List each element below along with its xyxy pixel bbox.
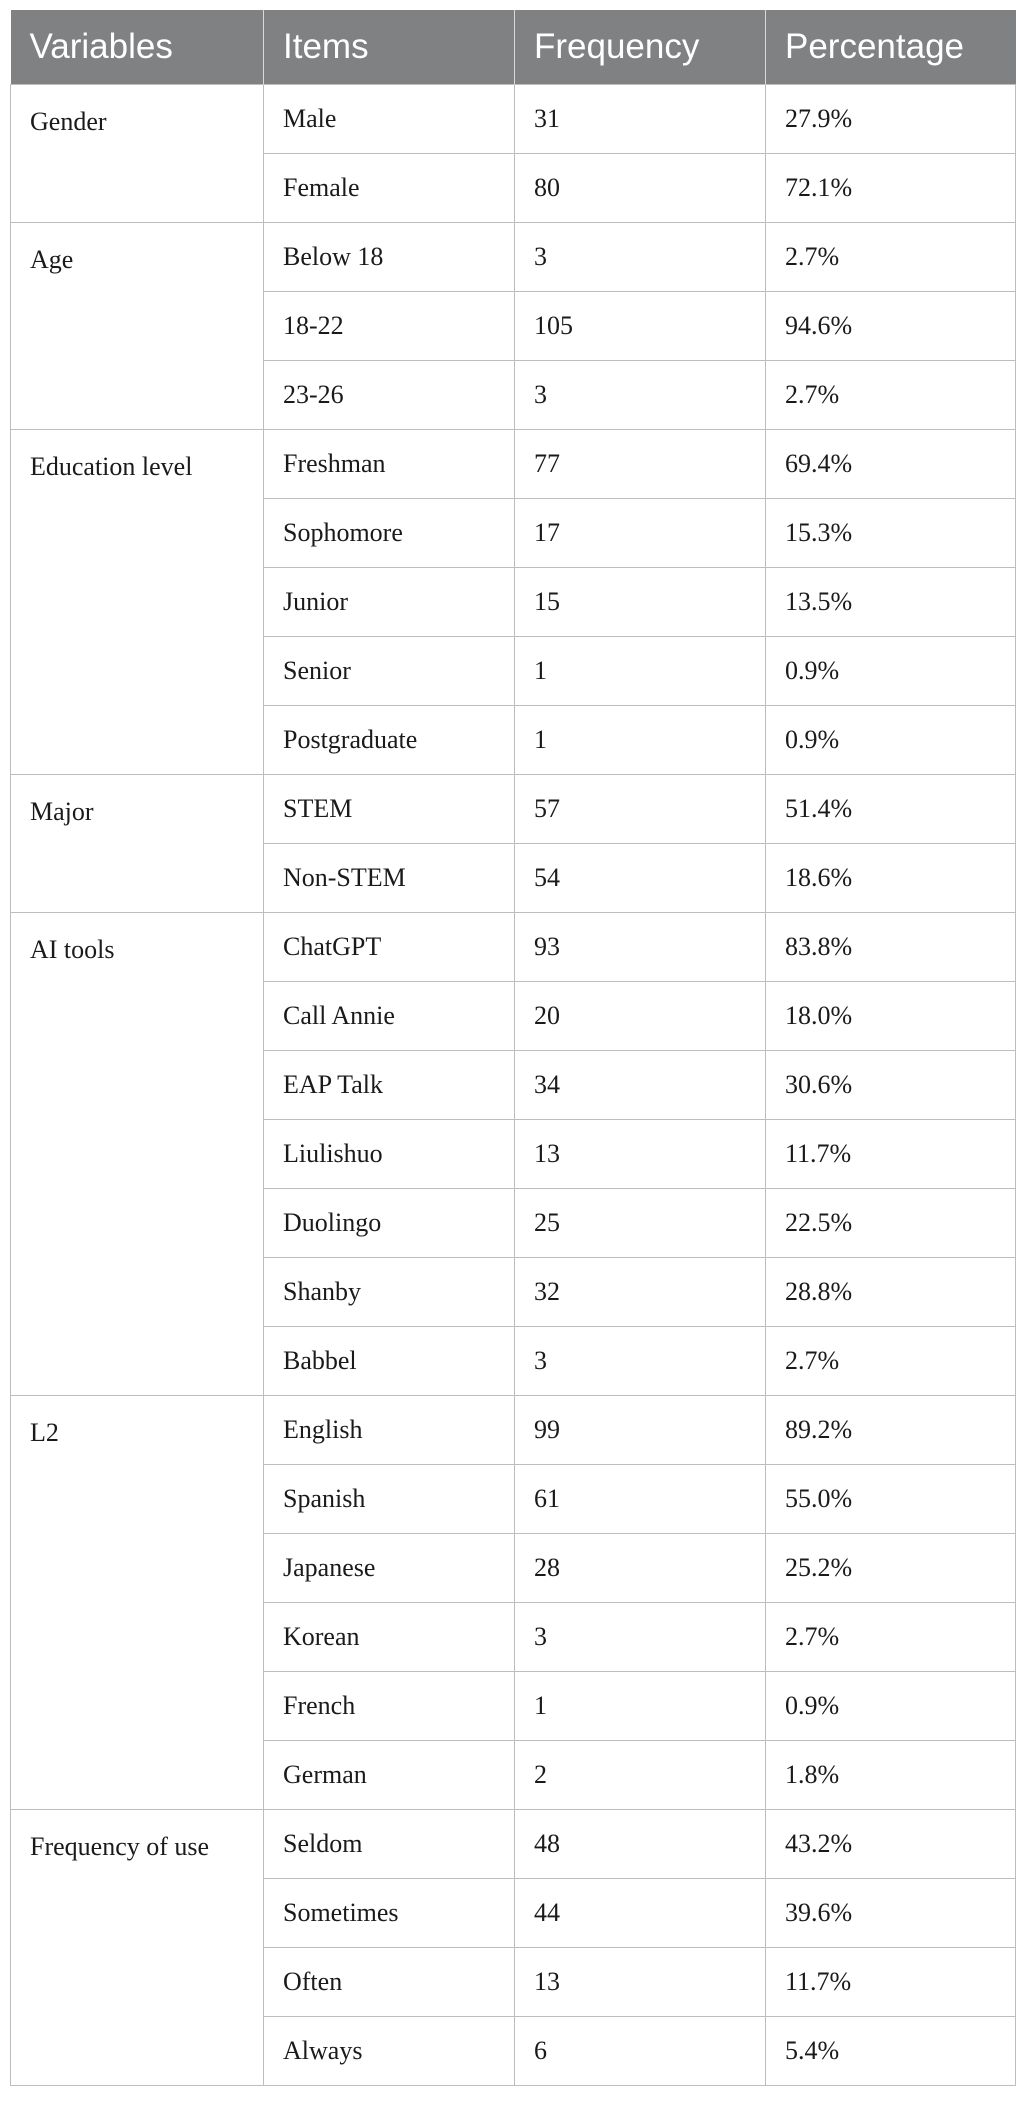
percentage-cell: 5.4% xyxy=(766,2016,1016,2085)
frequency-cell: 32 xyxy=(515,1257,766,1326)
frequency-cell: 1 xyxy=(515,636,766,705)
table-row xyxy=(11,1809,1016,1878)
item-cell: Non-STEM xyxy=(264,843,515,912)
frequency-cell: 3 xyxy=(515,1326,766,1395)
item-cell: 18-22 xyxy=(264,291,515,360)
item-cell: ChatGPT xyxy=(264,912,515,981)
item-cell: Shanby xyxy=(264,1257,515,1326)
frequency-cell: 44 xyxy=(515,1878,766,1947)
percentage-cell: 2.7% xyxy=(766,1602,1016,1671)
percentage-cell: 72.1% xyxy=(766,153,1016,222)
percentage-cell: 25.2% xyxy=(766,1533,1016,1602)
frequency-cell: 13 xyxy=(515,1947,766,2016)
variable-cell: Gender xyxy=(11,84,264,222)
percentage-cell: 11.7% xyxy=(766,1119,1016,1188)
frequency-cell: 3 xyxy=(515,1602,766,1671)
frequency-cell: 93 xyxy=(515,912,766,981)
percentage-cell: 13.5% xyxy=(766,567,1016,636)
frequency-cell: 15 xyxy=(515,567,766,636)
variable-cell: Frequency of use xyxy=(11,1809,264,2085)
item-cell: EAP Talk xyxy=(264,1050,515,1119)
percentage-cell: 55.0% xyxy=(766,1464,1016,1533)
percentage-cell: 15.3% xyxy=(766,498,1016,567)
frequency-cell: 17 xyxy=(515,498,766,567)
item-cell: Freshman xyxy=(264,429,515,498)
item-cell: Spanish xyxy=(264,1464,515,1533)
percentage-cell: 30.6% xyxy=(766,1050,1016,1119)
percentage-cell: 43.2% xyxy=(766,1809,1016,1878)
frequency-cell: 2 xyxy=(515,1740,766,1809)
header-items: Items xyxy=(264,10,515,84)
frequency-cell: 6 xyxy=(515,2016,766,2085)
header-variables: Variables xyxy=(11,10,264,84)
item-cell: French xyxy=(264,1671,515,1740)
frequency-cell: 48 xyxy=(515,1809,766,1878)
item-cell: Always xyxy=(264,2016,515,2085)
frequency-cell: 57 xyxy=(515,774,766,843)
item-cell: Liulishuo xyxy=(264,1119,515,1188)
percentage-cell: 2.7% xyxy=(766,1326,1016,1395)
frequency-cell: 105 xyxy=(515,291,766,360)
percentage-cell: 39.6% xyxy=(766,1878,1016,1947)
header-percentage: Percentage xyxy=(766,10,1016,84)
item-cell: Call Annie xyxy=(264,981,515,1050)
table-row xyxy=(11,84,1016,153)
frequency-cell: 77 xyxy=(515,429,766,498)
item-cell: 23-26 xyxy=(264,360,515,429)
frequency-cell: 25 xyxy=(515,1188,766,1257)
item-cell: English xyxy=(264,1395,515,1464)
frequency-cell: 34 xyxy=(515,1050,766,1119)
item-cell: Female xyxy=(264,153,515,222)
item-cell: Seldom xyxy=(264,1809,515,1878)
item-cell: Sophomore xyxy=(264,498,515,567)
frequency-cell: 20 xyxy=(515,981,766,1050)
percentage-cell: 0.9% xyxy=(766,705,1016,774)
percentage-cell: 11.7% xyxy=(766,1947,1016,2016)
frequency-cell: 3 xyxy=(515,222,766,291)
header-frequency: Frequency xyxy=(515,10,766,84)
table-row xyxy=(11,912,1016,981)
item-cell: Male xyxy=(264,84,515,153)
frequency-cell: 31 xyxy=(515,84,766,153)
percentage-cell: 22.5% xyxy=(766,1188,1016,1257)
item-cell: Babbel xyxy=(264,1326,515,1395)
header-row xyxy=(11,10,1016,84)
frequency-cell: 3 xyxy=(515,360,766,429)
frequency-cell: 28 xyxy=(515,1533,766,1602)
percentage-cell: 27.9% xyxy=(766,84,1016,153)
item-cell: Japanese xyxy=(264,1533,515,1602)
table-row xyxy=(11,774,1016,843)
item-cell: Senior xyxy=(264,636,515,705)
table-header xyxy=(11,10,1016,84)
frequency-cell: 80 xyxy=(515,153,766,222)
percentage-cell: 69.4% xyxy=(766,429,1016,498)
item-cell: Korean xyxy=(264,1602,515,1671)
item-cell: STEM xyxy=(264,774,515,843)
item-cell: Below 18 xyxy=(264,222,515,291)
table-row xyxy=(11,1395,1016,1464)
item-cell: Sometimes xyxy=(264,1878,515,1947)
frequency-cell: 99 xyxy=(515,1395,766,1464)
percentage-cell: 2.7% xyxy=(766,222,1016,291)
percentage-cell: 51.4% xyxy=(766,774,1016,843)
item-cell: Junior xyxy=(264,567,515,636)
percentage-cell: 18.0% xyxy=(766,981,1016,1050)
variable-cell: L2 xyxy=(11,1395,264,1809)
item-cell: Duolingo xyxy=(264,1188,515,1257)
table-body xyxy=(11,84,1016,2085)
variable-cell: Age xyxy=(11,222,264,429)
frequency-cell: 61 xyxy=(515,1464,766,1533)
table-row xyxy=(11,222,1016,291)
frequency-cell: 1 xyxy=(515,705,766,774)
variable-cell: AI tools xyxy=(11,912,264,1395)
percentage-cell: 28.8% xyxy=(766,1257,1016,1326)
percentage-cell: 2.7% xyxy=(766,360,1016,429)
percentage-cell: 94.6% xyxy=(766,291,1016,360)
item-cell: Postgraduate xyxy=(264,705,515,774)
percentage-cell: 1.8% xyxy=(766,1740,1016,1809)
variable-cell: Education level xyxy=(11,429,264,774)
frequency-cell: 54 xyxy=(515,843,766,912)
percentage-cell: 0.9% xyxy=(766,636,1016,705)
item-cell: German xyxy=(264,1740,515,1809)
frequency-cell: 13 xyxy=(515,1119,766,1188)
percentage-cell: 89.2% xyxy=(766,1395,1016,1464)
percentage-cell: 83.8% xyxy=(766,912,1016,981)
table-row xyxy=(11,429,1016,498)
percentage-cell: 18.6% xyxy=(766,843,1016,912)
item-cell: Often xyxy=(264,1947,515,2016)
percentage-cell: 0.9% xyxy=(766,1671,1016,1740)
demographics-table xyxy=(10,10,1016,2086)
variable-cell: Major xyxy=(11,774,264,912)
frequency-cell: 1 xyxy=(515,1671,766,1740)
